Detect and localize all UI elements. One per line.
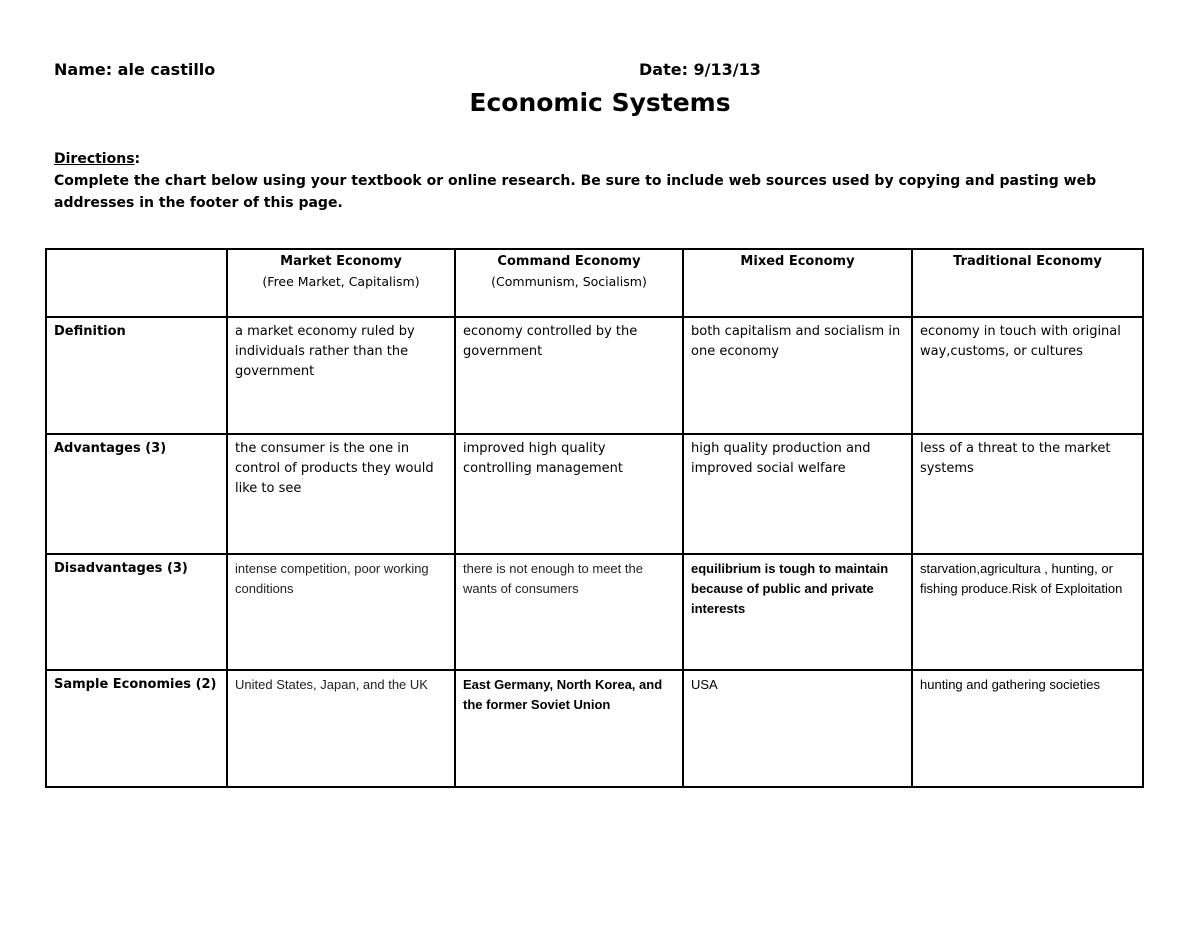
table-cell: hunting and gathering societies: [912, 670, 1143, 787]
economic-systems-table: [45, 248, 1144, 788]
column-header-command: [455, 249, 683, 317]
column-title: Traditional Economy: [953, 254, 1102, 269]
table-row-advantages: [46, 434, 1143, 554]
directions-colon: :: [134, 151, 141, 167]
table-cell: less of a threat to the market systems: [912, 434, 1143, 554]
table-header-row: [46, 249, 1143, 317]
table-cell: economy controlled by the government: [455, 317, 683, 434]
row-label: Disadvantages (3): [46, 554, 227, 670]
directions-label: Directions: [54, 151, 135, 167]
directions-text: Complete the chart below using your textbook or online research. Be sure to include web sources used by copying and pasting web addresses in the footer of this page.: [54, 173, 1097, 211]
table-cell: equilibrium is tough to maintain because of public and private interests: [683, 554, 912, 670]
column-header-mixed: [683, 249, 912, 317]
column-subtitle: (Free Market, Capitalism): [262, 274, 420, 289]
table-cell: United States, Japan, and the UK: [227, 670, 455, 787]
table-cell: intense competition, poor working conditions: [227, 554, 455, 670]
column-title: Market Economy: [280, 254, 402, 269]
column-title: Mixed Economy: [740, 254, 855, 269]
column-header-market: [227, 249, 455, 317]
table-corner-cell: [46, 249, 227, 317]
date-field: Date: 9/13/13: [639, 60, 761, 79]
page-title: Economic Systems: [469, 88, 731, 117]
table-cell: improved high quality controlling management: [455, 434, 683, 554]
table-row-samples: [46, 670, 1143, 787]
row-label: Advantages (3): [46, 434, 227, 554]
table-cell: the consumer is the one in control of products they would like to see: [227, 434, 455, 554]
table-cell: USA: [683, 670, 912, 787]
table-cell: there is not enough to meet the wants of consumers: [455, 554, 683, 670]
table-cell: high quality production and improved social welfare: [683, 434, 912, 554]
row-label: Sample Economies (2): [46, 670, 227, 787]
row-label: Definition: [46, 317, 227, 434]
column-subtitle: (Communism, Socialism): [491, 274, 647, 289]
table-cell: economy in touch with original way,customs, or cultures: [912, 317, 1143, 434]
directions-block: [54, 148, 1154, 214]
table-cell: both capitalism and socialism in one economy: [683, 317, 912, 434]
name-field: Name: ale castillo: [54, 60, 216, 79]
column-header-traditional: [912, 249, 1143, 317]
table-row-disadvantages: [46, 554, 1143, 670]
table-cell: starvation,agricultura , hunting, or fishing produce.Risk of Exploitation: [912, 554, 1143, 670]
table-row-definition: [46, 317, 1143, 434]
table-cell: East Germany, North Korea, and the former Soviet Union: [455, 670, 683, 787]
table-cell: a market economy ruled by individuals rather than the government: [227, 317, 455, 434]
column-title: Command Economy: [497, 254, 641, 269]
